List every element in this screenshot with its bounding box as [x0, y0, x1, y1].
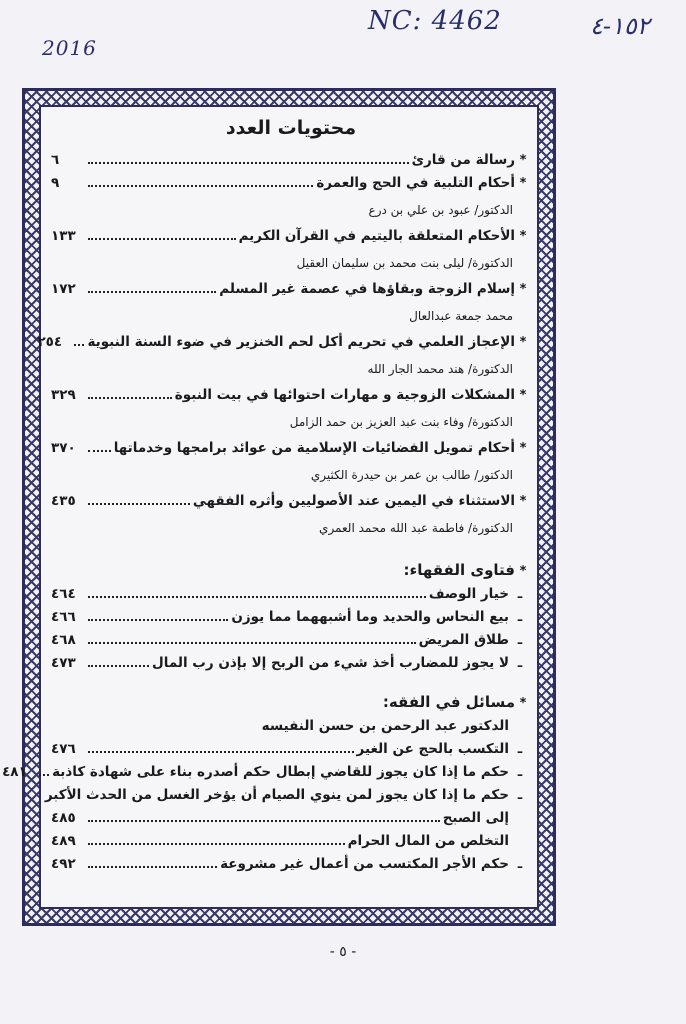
bullet-icon: * — [519, 229, 527, 244]
toc-entry — [51, 149, 531, 172]
toc-author: الدكتور/ طالب بن عمر بن حيدرة الكثيري — [310, 468, 513, 482]
toc-line — [51, 583, 531, 606]
toc-line — [51, 278, 531, 301]
toc-entry — [51, 172, 531, 225]
toc-title: إسلام الزوجة وبقاؤها في عصمة غير المسلم — [219, 281, 515, 297]
bullet-icon: * — [519, 494, 527, 509]
contents-list — [2, 113, 531, 901]
toc-title: حكم ما إذا كان يجوز لمن ينوي الصيام أن يؤخر الغسل من الحدث الأكبر — [44, 787, 509, 803]
toc-page-number: ٤٣٥ — [51, 493, 76, 509]
bullet-icon: * — [519, 153, 527, 168]
bullet-icon: ـ — [517, 610, 523, 625]
toc-line — [51, 172, 531, 195]
bullet-icon: * — [519, 388, 527, 403]
bullet-icon: * — [519, 335, 527, 350]
toc-page-number: ١٧٢ — [51, 281, 76, 297]
bullet-icon: * — [519, 441, 527, 456]
fatawa-list — [51, 583, 531, 675]
toc-line — [51, 738, 531, 761]
toc-entry — [51, 490, 531, 543]
toc-line — [51, 437, 531, 460]
dot-leader — [88, 385, 172, 399]
dot-leader — [88, 653, 149, 667]
toc-line — [51, 830, 531, 853]
dot-leader — [88, 438, 111, 452]
ornamental-border — [2, 88, 556, 926]
toc-line — [51, 807, 531, 830]
toc-line — [51, 490, 531, 513]
toc-page-number: ٤٨٩ — [51, 833, 76, 849]
page-title: محتويات العدد — [225, 117, 357, 139]
bullet-icon: ـ — [517, 788, 523, 803]
toc-line — [37, 331, 531, 354]
toc-author: الدكتور/ عبود بن علي بن درع — [368, 203, 513, 217]
toc-title: حكم ما إذا كان يجوز للقاضي إبطال حكم أصدره بناء على شهادة كاذبة — [52, 764, 509, 780]
toc-author: محمد جمعة عبدالعال — [409, 309, 513, 323]
toc-author: الدكتورة/ وفاء بنت عبد العزيز بن حمد الزامل — [289, 415, 513, 429]
bullet-icon: * — [519, 564, 527, 579]
handwritten-catalog-number: NC: 4462 — [368, 6, 502, 36]
toc-page-number: ٤٨٥ — [51, 810, 76, 826]
toc-title: الأحكام المتعلقة باليتيم في القرآن الكريم — [238, 228, 515, 244]
dot-leader — [88, 854, 217, 868]
toc-line — [51, 652, 531, 675]
dot-leader — [88, 226, 236, 240]
toc-title: طلاق المريض — [418, 632, 509, 648]
toc-entry — [37, 331, 531, 384]
toc-line — [51, 384, 531, 407]
toc-title: أحكام التلبية في الحج والعمرة — [316, 175, 515, 191]
bullet-icon: * — [519, 176, 527, 191]
toc-author: الدكتورة/ فاطمة عبد الله محمد العمري — [319, 521, 513, 535]
bullet-icon: ـ — [517, 857, 523, 872]
contents-panel — [2, 105, 539, 909]
bullet-icon: * — [519, 696, 527, 711]
toc-page-number: ٣٧٠ — [51, 440, 76, 456]
toc-title: المشكلات الزوجية و مهارات احتوائها في بيت النبوة — [174, 387, 515, 403]
masail-list — [2, 738, 531, 876]
toc-page-number: ٤٧٦ — [51, 741, 76, 757]
handwritten-corner-note: ١٥٢-٤ — [590, 12, 650, 40]
fatawa-heading-text: فتاوى الفقهاء: — [403, 561, 515, 579]
toc-title: التكسب بالحج عن الغير — [356, 741, 509, 757]
toc-page-number: ٤٩٢ — [51, 856, 76, 872]
toc-page-number: ١٣٣ — [51, 228, 76, 244]
bullet-icon: ـ — [517, 765, 523, 780]
toc-line — [51, 606, 531, 629]
toc-line — [51, 225, 531, 248]
dot-leader — [88, 607, 228, 621]
toc-page-number: ٦ — [51, 152, 60, 168]
toc-author: الدكتورة/ هند محمد الجار الله — [367, 362, 513, 376]
toc-title: لا يجوز للمضارب أخذ شيء من الربح إلا بإذن رب المال — [152, 655, 509, 671]
bullet-icon: ـ — [517, 742, 523, 757]
toc-title: رسالة من قارئ — [411, 152, 515, 168]
toc-title: التخلص من المال الحرام — [347, 833, 509, 849]
toc-page-number: ٢٥٤ — [37, 334, 63, 350]
dot-leader — [88, 279, 216, 293]
page-number: - ٥ - — [329, 944, 357, 960]
toc-line — [51, 149, 531, 172]
bullet-icon: ـ — [517, 587, 523, 602]
dot-leader — [88, 630, 416, 644]
toc-line — [51, 853, 531, 876]
article-entries — [37, 149, 531, 543]
bullet-icon: * — [519, 282, 527, 297]
dot-leader — [88, 173, 313, 187]
toc-entry — [51, 278, 531, 331]
masail-heading-text: مسائل في الفقه: — [382, 693, 515, 711]
dot-leader — [39, 762, 49, 776]
dot-leader — [88, 150, 409, 164]
masail-author: الدكتور عبد الرحمن بن حسن النفيسه — [261, 718, 509, 734]
toc-page-number: ٤٨١ — [2, 764, 27, 780]
dot-leader — [74, 332, 84, 346]
toc-title: خيار الوصف — [428, 586, 509, 602]
dot-leader — [88, 808, 440, 822]
dot-leader — [88, 584, 426, 598]
toc-page-number: ٤٦٦ — [51, 609, 76, 625]
toc-line — [44, 784, 531, 807]
toc-page-number: ٩ — [51, 175, 60, 191]
toc-entry — [51, 384, 531, 437]
toc-page-number: ٣٢٩ — [51, 387, 76, 403]
bullet-icon: ـ — [517, 633, 523, 648]
toc-title: بيع النحاس والحديد وما أشبههما مما يوزن — [231, 609, 509, 625]
toc-author: الدكتورة/ ليلى بنت محمد بن سليمان العقيل — [296, 256, 513, 270]
toc-page-number: ٤٧٣ — [51, 655, 76, 671]
toc-title: الاستثناء في اليمين عند الأصوليين وأثره الفقهي — [192, 493, 515, 509]
masail-heading — [51, 689, 531, 715]
toc-title: الإعجاز العلمي في تحريم أكل لحم الخنزير في ضوء السنة النبوية — [87, 334, 515, 350]
toc-page-number: ٤٦٨ — [51, 632, 76, 648]
handwritten-year: 2016 — [42, 36, 97, 60]
toc-title: إلى الصبح — [442, 810, 509, 826]
bullet-icon: ـ — [517, 656, 523, 671]
toc-title: حكم الأجر المكتسب من أعمال غير مشروعة — [220, 856, 509, 872]
toc-entry — [51, 225, 531, 278]
toc-line — [51, 629, 531, 652]
fatawa-heading — [51, 557, 531, 583]
toc-line — [2, 761, 531, 784]
dot-leader — [88, 739, 354, 753]
dot-leader — [88, 491, 190, 505]
toc-entry — [51, 437, 531, 490]
toc-page-number: ٤٦٤ — [51, 586, 76, 602]
toc-title: أحكام تمويل الفضائيات الإسلامية من عوائد برامجها وخدماتها — [113, 440, 515, 456]
dot-leader — [88, 831, 345, 845]
